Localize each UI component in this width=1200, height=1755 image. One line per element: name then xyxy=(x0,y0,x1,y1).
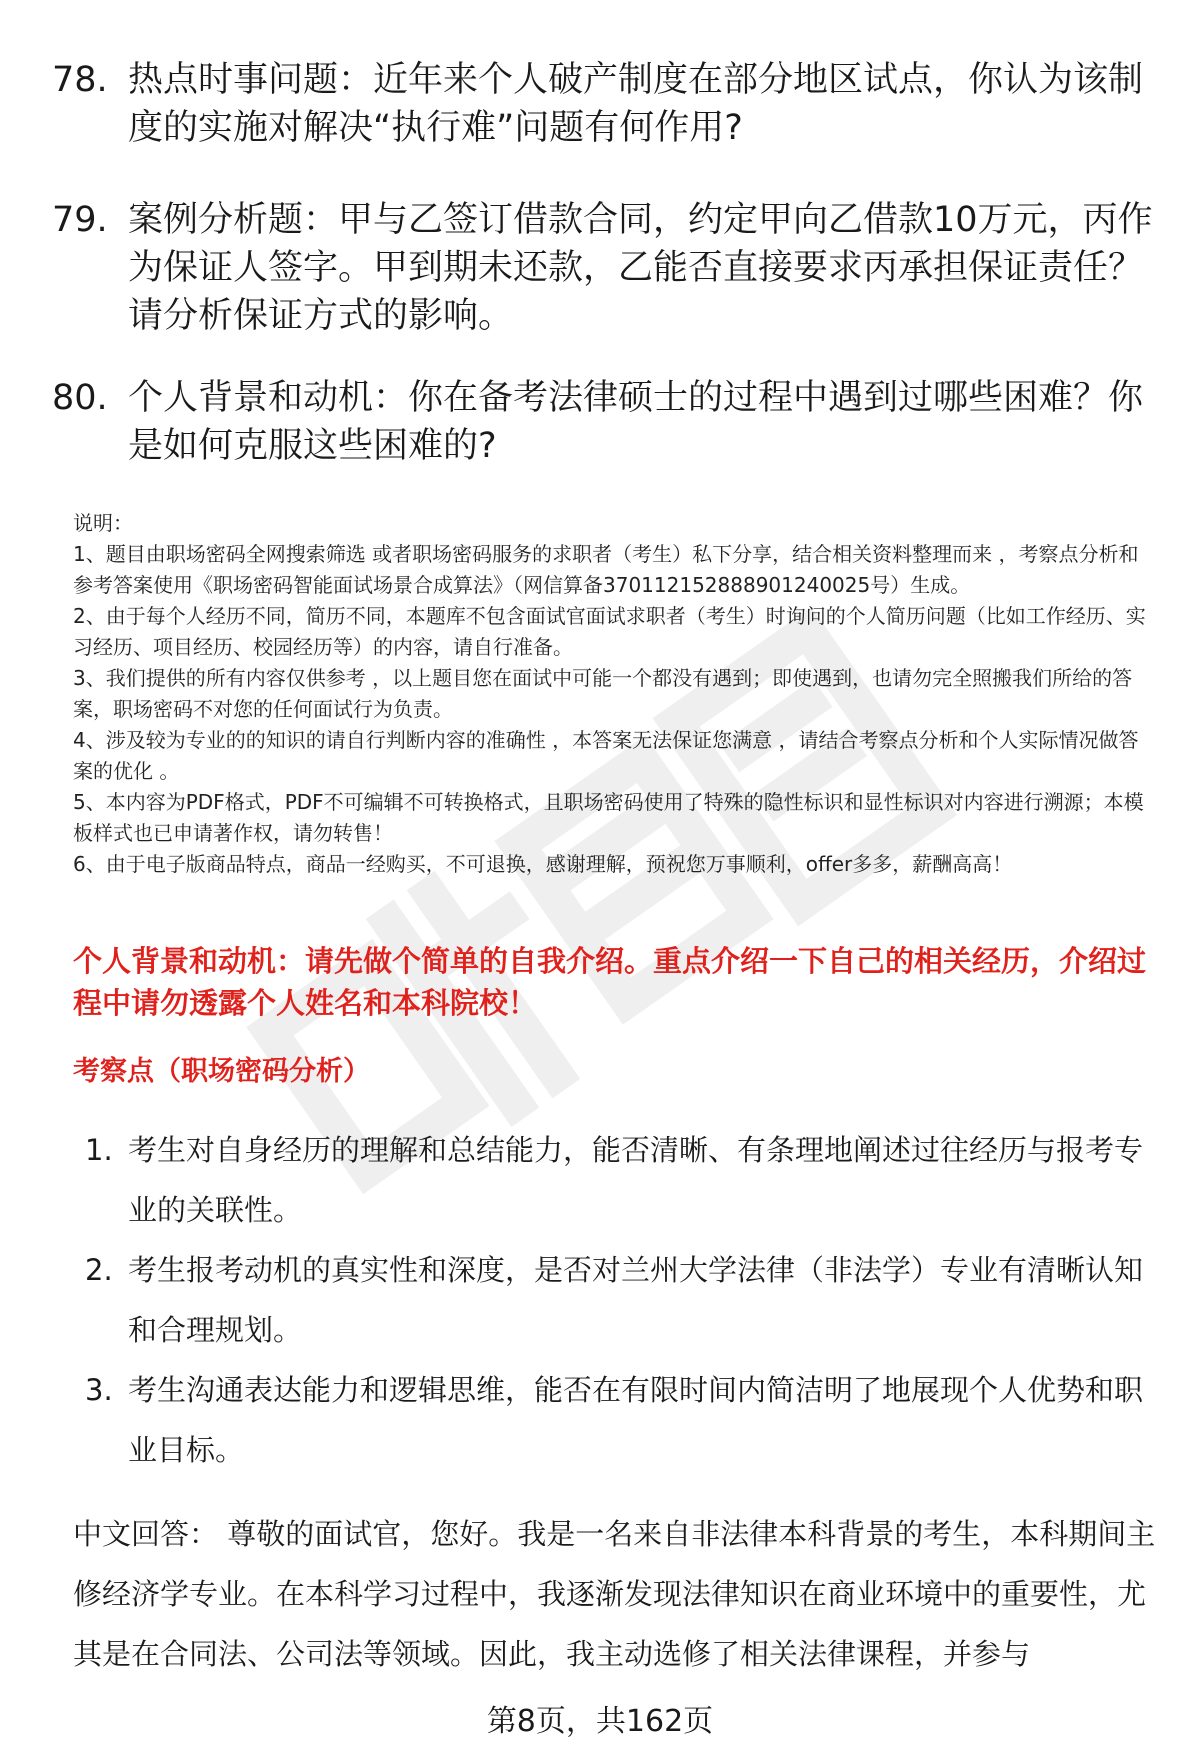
analysis-item xyxy=(73,1120,1163,1240)
note-item: 5、本内容为PDF格式，PDF不可编辑不可转换格式，且职场密码使用了特殊的隐性标识和显性标识对内容进行溯源；本模板样式也已申请著作权，请勿转售！ xyxy=(73,790,1144,845)
notes-heading: 说明： xyxy=(73,511,133,535)
note-item: 4、涉及较为专业的的知识的请自行判断内容的准确性 ，本答案无法保证您满意 ，请结合考察点分析和个人实际情况做答案的优化 。 xyxy=(73,728,1139,783)
question-79 xyxy=(52,196,1162,340)
analysis-item xyxy=(73,1360,1163,1480)
question-80 xyxy=(52,374,1162,470)
page-footer: 第8页，共162页 xyxy=(486,1704,714,1739)
note-item: 1、题目由职场密码全网搜索筛选 或者职场密码服务的求职者（考生）私下分享，结合相关资料整理而来 ，考察点分析和参考答案使用《职场密码智能面试场景合成算法》（网信算备370112152888901240025号）生成。 xyxy=(73,542,1139,597)
analysis-item-text: 考生对自身经历的理解和总结能力，能否清晰、有条理地阐述过往经历与报考专业的关联性。 xyxy=(128,1133,1144,1227)
note-item: 6、由于电子版商品特点，商品一经购买，不可退换，感谢理解，预祝您万事顺利，offer多多，薪酬高高！ xyxy=(73,852,1013,876)
analysis-item-number: 2. xyxy=(85,1253,113,1287)
analysis-list xyxy=(73,1120,1163,1480)
question-78 xyxy=(52,56,1162,152)
answer-paragraph: 中文回答： 尊敬的面试官，您好。我是一名来自非法律本科背景的考生，本科期间主修经济学专业。在本科学习过程中，我逐渐发现法律知识在商业环境中的重要性，尤其是在合同法、公司法等领域。因此，我主动选修了相关法律课程，并参与 xyxy=(73,1517,1156,1671)
question-number: 80. xyxy=(52,378,108,418)
question-text: 个人背景和动机：你在备考法律硕士的过程中遇到过哪些困难？你是如何克服这些困难的? xyxy=(128,378,1144,466)
question-heading: 个人背景和动机：请先做个简单的自我介绍。重点介绍一下自己的相关经历，介绍过程中请勿透露个人姓名和本科院校！ xyxy=(73,944,1147,1020)
analysis-item-number: 1. xyxy=(85,1133,113,1167)
analysis-item-number: 3. xyxy=(85,1373,113,1407)
analysis-item-text: 考生沟通表达能力和逻辑思维，能否在有限时间内简洁明了地展现个人优势和职业目标。 xyxy=(128,1373,1144,1467)
analysis-item-text: 考生报考动机的真实性和深度，是否对兰州大学法律（非法学）专业有清晰认知和合理规划。 xyxy=(128,1253,1144,1347)
notes-section xyxy=(73,508,1158,880)
analysis-item xyxy=(73,1240,1163,1360)
question-number: 78. xyxy=(52,60,108,100)
note-item: 2、由于每个人经历不同，简历不同，本题库不包含面试官面试求职者（考生）时询问的个人简历问题（比如工作经历、实习经历、项目经历、校园经历等）的内容，请自行准备。 xyxy=(73,604,1146,659)
question-text: 案例分析题：甲与乙签订借款合同，约定甲向乙借款10万元，丙作为保证人签字。甲到期未还款，乙能否直接要求丙承担保证责任？请分析保证方式的影响。 xyxy=(128,200,1153,336)
question-text: 热点时事问题：近年来个人破产制度在部分地区试点，你认为该制度的实施对解决“执行难”问题有何作用? xyxy=(128,60,1144,148)
question-number: 79. xyxy=(52,200,108,240)
note-item: 3、我们提供的所有内容仅供参考 ，以上题目您在面试中可能一个都没有遇到；即使遇到，也请勿完全照搬我们所给的答案，职场密码不对您的任何面试行为负责。 xyxy=(73,666,1133,721)
analysis-heading: 考察点（职场密码分析） xyxy=(73,1056,370,1087)
